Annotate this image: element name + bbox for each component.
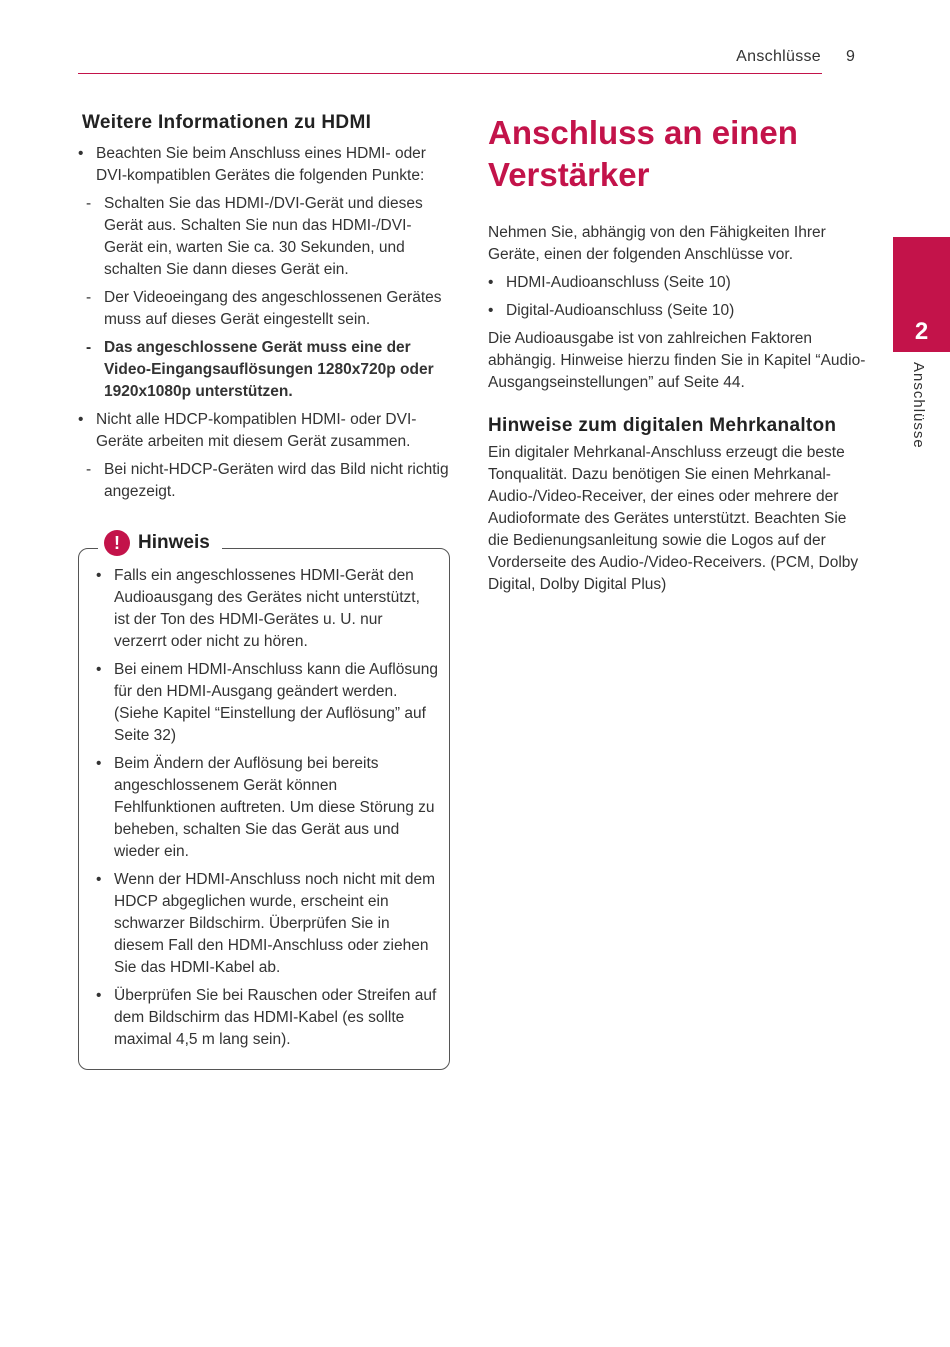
dash-icon: -	[86, 289, 92, 306]
bullet-icon: •	[96, 987, 102, 1004]
sub-list-item	[78, 459, 450, 503]
intro-paragraph: Nehmen Sie, abhängig von den Fähigkeiten Ihrer Geräte, einen der folgenden Anschlüsse vor.	[488, 224, 826, 263]
note-item-text: Überprüfen Sie bei Rauschen oder Streifen auf dem Bildschirm das HDMI-Kabel (es sollte maximal 4,5 m lang sein).	[114, 987, 437, 1048]
header-divider	[78, 73, 822, 74]
note-item	[96, 659, 438, 747]
bullet-icon: •	[96, 567, 102, 584]
list-item	[78, 409, 450, 503]
right-column	[488, 112, 868, 596]
bullet-icon: •	[96, 755, 102, 772]
sub-list	[78, 193, 450, 403]
sub-list-item	[78, 337, 450, 403]
note-item-text: Falls ein angeschlossenes HDMI-Gerät den Audioausgang des Gerätes nicht unterstützt, ist der Ton des HDMI-Gerätes u. U. nur verzerrt oder nicht zu hören.	[114, 567, 420, 650]
note-item	[96, 753, 438, 863]
bullet-icon: •	[96, 661, 102, 678]
sub-list-item-text: Das angeschlossene Gerät muss eine der Video-Eingangsauflösungen 1280x720p oder 1920x1080p unterstützen.	[104, 339, 434, 400]
sub-list-item-text: Schalten Sie das HDMI-/DVI-Gerät und dieses Gerät aus. Schalten Sie nun das HDMI-/DVI-Gerät ein, warten Sie ca. 30 Sekunden, und schalten Sie dann dieses Gerät ein.	[104, 195, 423, 278]
page-title: Anschluss an einen Verstärker	[488, 114, 798, 193]
dash-icon: -	[86, 339, 92, 356]
page-number: 9	[846, 48, 855, 65]
note-title: Hinweis	[138, 532, 210, 553]
note-item-text: Bei einem HDMI-Anschluss kann die Auflösung für den HDMI-Ausgang geändert werden. (Siehe Kapitel “Einstellung der Auflösung” auf Seite 32)	[114, 661, 438, 744]
bullet-icon: •	[78, 145, 84, 162]
list-item	[488, 272, 868, 294]
running-header-section: Anschlüsse	[736, 48, 821, 65]
section-heading-hdmi: Weitere Informationen zu HDMI	[82, 112, 372, 133]
sub-list-item-text: Bei nicht-HDCP-Geräten wird das Bild nicht richtig angezeigt.	[104, 461, 449, 500]
note-item	[96, 985, 438, 1051]
chapter-tab	[893, 237, 950, 352]
bullet-icon: •	[488, 302, 494, 319]
connection-list	[488, 272, 868, 322]
exclamation-icon: !	[104, 530, 130, 556]
sub-list-item	[78, 193, 450, 281]
dash-icon: -	[86, 195, 92, 212]
list-item-text: Beachten Sie beim Anschluss eines HDMI- oder DVI-kompatiblen Gerätes die folgenden Punkte:	[96, 145, 426, 184]
list-item	[78, 143, 450, 403]
bullet-icon: •	[78, 411, 84, 428]
audio-paragraph: Die Audioausgabe ist von zahlreichen Faktoren abhängig. Hinweise hierzu finden Sie in Kapitel “Audio-Ausgangseinstellungen” auf Seite 44.	[488, 330, 866, 391]
list-item-text: Nicht alle HDCP-kompatiblen HDMI- oder DVI-Geräte arbeiten mit diesem Gerät zusammen.	[96, 411, 417, 450]
sub-list-item	[78, 287, 450, 331]
bullet-icon: •	[96, 871, 102, 888]
multichannel-paragraph: Ein digitaler Mehrkanal-Anschluss erzeugt die beste Tonqualität. Dazu benötigen Sie einen Mehrkanal-Audio-/Video-Receiver, der eines oder mehrere der Audioformate des Gerätes unterstützt. Beachten Sie die Bedienungsanleitung sowie die Logos auf der Vorderseite des Audio-/Video-Receivers. (PCM, Dolby Digital, Dolby Digital Plus)	[488, 444, 859, 593]
note-item-text: Beim Ändern der Auflösung bei bereits angeschlossenem Gerät können Fehlfunktionen auftreten. Um diese Störung zu beheben, schalten Sie das Gerät aus und wieder ein.	[114, 755, 435, 860]
note-item	[96, 869, 438, 979]
note-item	[96, 565, 438, 653]
note-item-text: Wenn der HDMI-Anschluss noch nicht mit dem HDCP abgeglichen wurde, erscheint ein schwarzer Bildschirm. Überprüfen Sie in diesem Fall den HDMI-Anschluss oder ziehen Sie das HDMI-Kabel ab.	[114, 871, 436, 976]
list-item	[488, 300, 868, 322]
list-item-text: Digital-Audioanschluss (Seite 10)	[506, 302, 735, 319]
sub-list-item-text: Der Videoeingang des angeschlossenen Gerätes muss auf dieses Gerät eingestellt sein.	[104, 289, 442, 328]
chapter-number: 2	[914, 318, 929, 345]
note-header	[98, 530, 222, 556]
dash-icon: -	[86, 461, 92, 478]
bullet-icon: •	[488, 274, 494, 291]
chapter-label: Anschlüsse	[910, 362, 927, 449]
hdmi-info-list	[78, 143, 450, 503]
note-list	[96, 565, 438, 1057]
left-column	[78, 112, 450, 503]
sub-list	[78, 459, 450, 503]
subheading-multichannel: Hinweise zum digitalen Mehrkanalton	[488, 415, 837, 436]
list-item-text: HDMI-Audioanschluss (Seite 10)	[506, 274, 731, 291]
